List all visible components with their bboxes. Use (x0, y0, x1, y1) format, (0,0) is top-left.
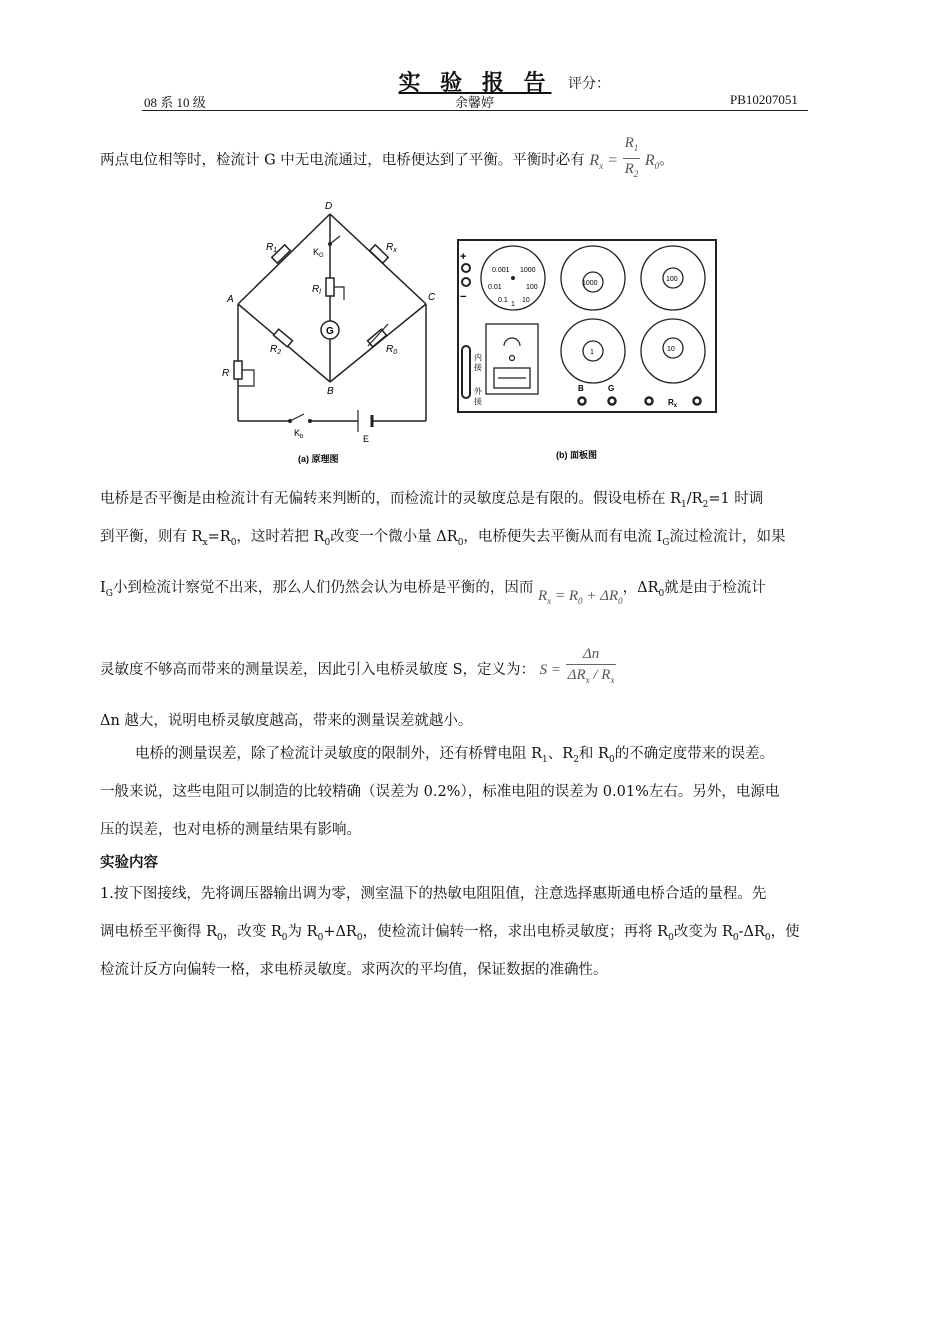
svg-text:1000: 1000 (582, 280, 598, 287)
svg-text:Rx: $R_x$ (668, 398, 678, 409)
para2-line1: 电桥是否平衡是由检流计有无偏转来判断的，而检流计的灵敏度总是有限的。假设电桥在 $R_1/R_2=1$ 时调 (100, 491, 764, 510)
label-Rl: $R_l$ (312, 284, 321, 296)
label-R2: $R_2$ (270, 344, 282, 356)
para2-line2: 到平衡，则有 $R_x=R_0$，这时若把 $R_0$改变一个微小量 $\Delta R_0$，电桥便失去平衡从而有电流 $I_G$流过检流计，如果 (100, 529, 786, 548)
label-Kb: $K_b$ (294, 428, 304, 440)
node-D: D (325, 201, 333, 212)
para3-line1: 电桥的测量误差，除了检流计灵敏度的限制外，还有桥臂电阻 $R_1$、$R_2$和 $R_0$的不确定度带来的误差。 (135, 746, 775, 765)
label-R0: $R_0$ (386, 344, 398, 356)
score-label: 评分： (568, 76, 610, 92)
header-id: PB10207051 (730, 92, 798, 107)
node-B: B (327, 386, 334, 397)
section-line3: 检流计反方向偏转一格，求电桥灵敏度。求两次的平均值，保证数据的准确性。 (100, 962, 608, 978)
node-C: C (428, 292, 436, 303)
svg-text:B: B (578, 384, 584, 393)
svg-text:0.001: 0.001 (492, 267, 510, 274)
header-author: 余馨婷 (455, 95, 495, 110)
report-title: 实 验 报 告 (398, 70, 552, 96)
svg-text:100: 100 (666, 276, 678, 283)
svg-text:1: 1 (590, 349, 594, 356)
bridge-figure (200, 196, 730, 472)
section-line2: 调电桥至平衡得 $R_0$，改变 $R_0$为 $R_0+\Delta R_0$，使检流计偏转一格，求出电桥灵敏度；再将 $R_0$改变为 $R_0-\Delta R_0$，使 (100, 924, 800, 943)
label-R1: $R_1$ (266, 242, 278, 254)
svg-text:接: 接 (474, 397, 482, 406)
svg-text:−: − (460, 291, 467, 303)
header-class: 08 系 10 级 (144, 95, 206, 110)
svg-text:+: + (460, 251, 467, 263)
caption-a: (a) 原理图 (298, 454, 339, 464)
para1: 两点电位相等时，检流计 G 中无电流通过，电桥便达到了平衡。平衡时必有 $R_x$ = $\frac{R_1}{R_2}$ $R_0$。 (100, 135, 674, 179)
para3-line2: 一般来说，这些电阻可以制造的比较精确（误差为 0.2%），标准电阻的误差为 0.01%左右。另外，电源电 (100, 784, 780, 800)
para2-line4: 灵敏度不够高而带来的测量误差，因此引入电桥灵敏度 S，定义为： S = $\frac{\Delta n}{\Delta R_x / R_x}$ (100, 646, 615, 685)
para2-line3: $I_G$小到检流计察觉不出来，那么人们仍然会认为电桥是平衡的，因而 $R_x = R_0 + \Delta R_0$，$\Delta R_0$就是由于检流计 (100, 580, 766, 606)
label-E: E (363, 434, 370, 444)
svg-text:0.1: 0.1 (498, 297, 508, 304)
section-line1: 1.按下图接线，先将调压器输出调为零，测室温下的热敏电阻阻值，注意选择惠斯通电桥合适的量程。先 (100, 886, 767, 902)
label-KG: $K_G$ (313, 247, 324, 259)
para2-line5: Δn 越大，说明电桥灵敏度越高，带来的测量误差就越小。 (100, 713, 473, 729)
svg-text:1: 1 (511, 301, 515, 308)
svg-text:10: 10 (522, 297, 530, 304)
label-G: G (326, 326, 334, 337)
svg-text:1000: 1000 (520, 267, 536, 274)
svg-text:内: 内 (474, 353, 482, 362)
svg-text:0.01: 0.01 (488, 284, 502, 291)
svg-text:100: 100 (526, 284, 538, 291)
svg-text:接: 接 (474, 363, 482, 372)
svg-text:10: 10 (667, 346, 675, 353)
svg-text:G: G (608, 384, 615, 393)
node-A: A (227, 294, 234, 305)
para3-line3: 压的误差，也对电桥的测量结果有影响。 (100, 822, 361, 838)
svg-text:外: 外 (474, 387, 482, 396)
header-rule (142, 110, 808, 111)
label-R: R (222, 368, 230, 379)
label-Rx: $R_x$ (386, 242, 397, 254)
section-heading: 实验内容 (100, 854, 158, 871)
caption-b: (b) 面板图 (556, 450, 597, 460)
